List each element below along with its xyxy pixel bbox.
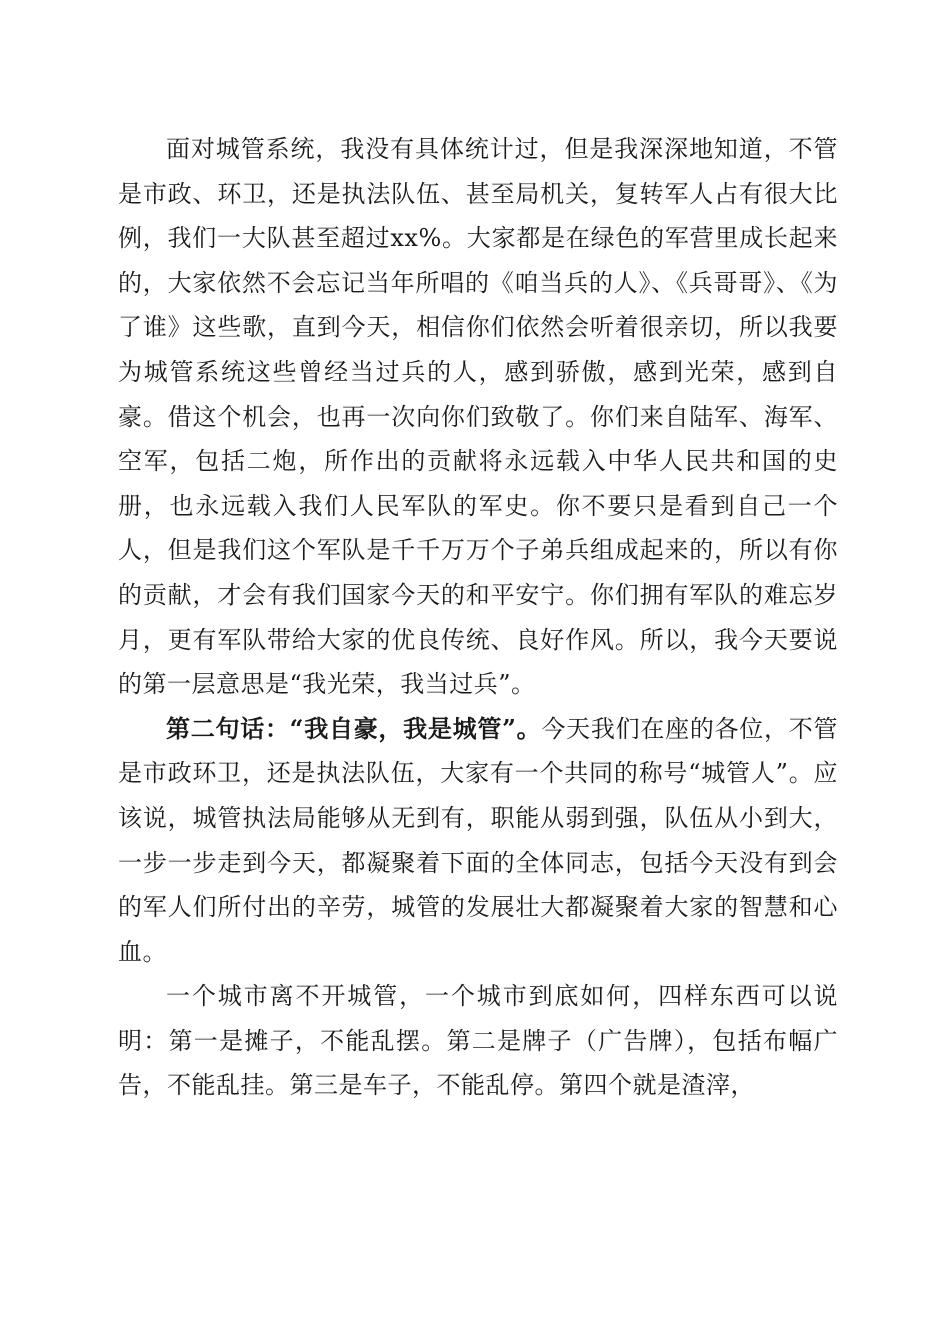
body-text bbox=[118, 127, 838, 1108]
paragraph-2-lead: 第二句话：“我自豪，我是城管”。 bbox=[166, 713, 542, 743]
paragraph-2-text: 今天我们在座的各位，不管是市政环卫，还是执法队伍，大家有一个共同的称号“城管人”。应该说，城管执法局能够从无到有，职能从弱到强，队伍从小到大，一步一步走到今天，都凝聚着下面的全体同志，包括今天没有到会的军人们所付出的辛劳，城管的发展壮大都凝聚着大家的智慧和心血。 bbox=[118, 714, 839, 966]
paragraph-1 bbox=[118, 127, 838, 707]
paragraph-3 bbox=[118, 974, 838, 1108]
paragraph-3-text: 一个城市离不开城管，一个城市到底如何，四样东西可以说明：第一是摊子，不能乱摆。第二是牌子（广告牌），包括布幅广告，不能乱挂。第三是车子，不能乱停。第四个就是渣滓， bbox=[118, 982, 838, 1100]
paragraph-1-text: 面对城管系统，我没有具体统计过，但是我深深地知道，不管是市政、环卫，还是执法队伍、甚至局机关，复转军人占有很大比例，我们一大队甚至超过xx%。大家都是在绿色的军营里成长起来的，大家依然不会忘记当年所唱的《咱当兵的人》、《兵哥哥》、《为了谁》这些歌，直到今天，相信你们依然会听着很亲切，所以我要为城管系统这些曾经当过兵的人，感到骄傲，感到光荣，感到自豪。借这个机会，也再一次向你们致敬了。你们来自陆军、海军、空军，包括二炮，所作出的贡献将永远载入中华人民共和国的史册，也永远载入我们人民军队的军史。你不要只是看到自己一个人，但是我们这个军队是千千万万个子弟兵组成起来的，所以有你的贡献，才会有我们国家今天的和平安宁。你们拥有军队的难忘岁月，更有军队带给大家的优良传统、良好作风。所以，我今天要说的第一层意思是“我光荣，我当过兵”。 bbox=[118, 135, 838, 699]
paragraph-2 bbox=[118, 707, 838, 975]
